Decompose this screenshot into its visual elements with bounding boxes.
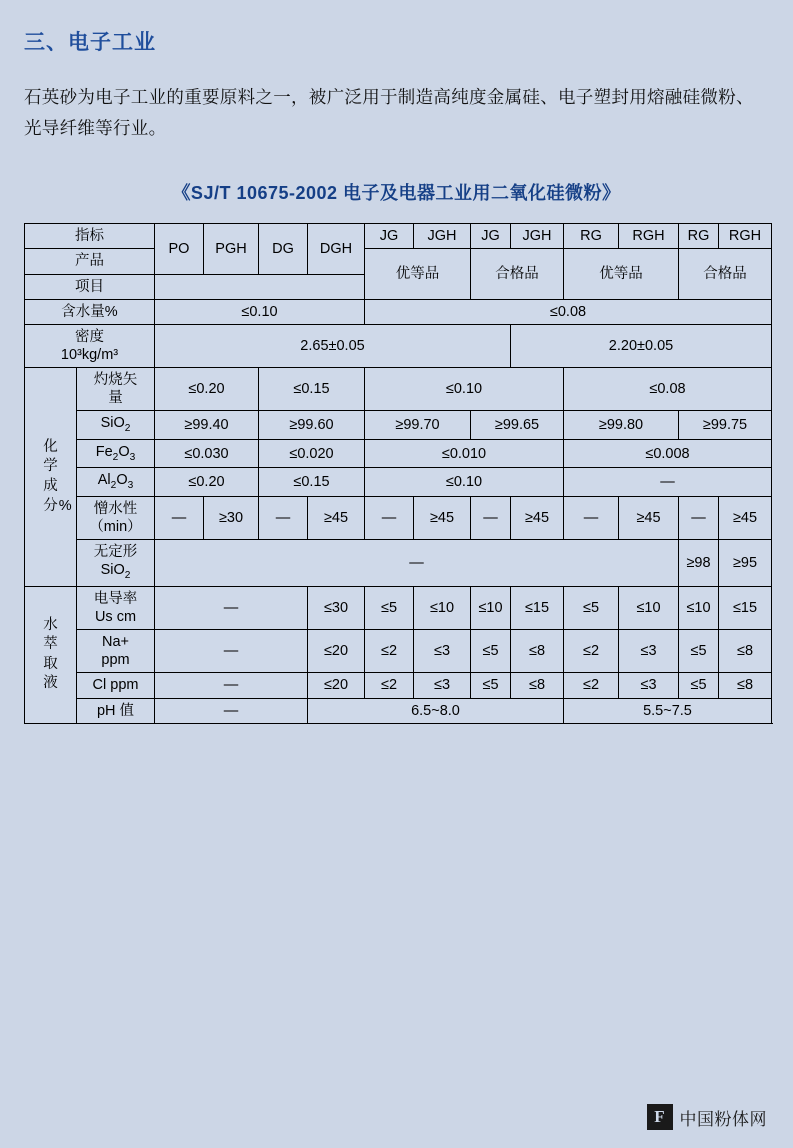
- na-value-3: ≤2: [365, 630, 414, 673]
- cond-value-10: ≤15: [719, 586, 772, 629]
- cond-value-9: ≤10: [679, 586, 719, 629]
- na-value-5: ≤5: [471, 630, 511, 673]
- hydro-value-5: —: [365, 496, 414, 539]
- row-label-cl: Cl ppm: [77, 673, 155, 698]
- header-label-indicator: 指标: [25, 224, 155, 249]
- page-title: 三、电子工业: [24, 31, 156, 54]
- sio2-value-4: ≥99.65: [471, 411, 564, 440]
- amorphous-value-2: ≥98: [679, 540, 719, 587]
- standard-title: 《SJ/T 10675-2002 电子及电器工业用二氧化硅微粉》: [172, 183, 621, 204]
- hydro-value-12: ≥45: [719, 496, 772, 539]
- amorphous-value-3: ≥95: [719, 540, 772, 587]
- cl-value-10: ≤8: [719, 673, 772, 698]
- header-grade-rg-2: RG: [679, 224, 719, 249]
- header-grade-jg-2: JG: [471, 224, 511, 249]
- na-value-8: ≤3: [619, 630, 679, 673]
- sio2-value-2: ≥99.60: [259, 411, 365, 440]
- table-row-hydrophobicity: [25, 496, 772, 539]
- ph-value-2: 6.5~8.0: [308, 698, 564, 723]
- cl-value-7: ≤2: [564, 673, 619, 698]
- sio2-value-5: ≥99.80: [564, 411, 679, 440]
- amorphous-value-1: —: [155, 540, 679, 587]
- cl-value-5: ≤5: [471, 673, 511, 698]
- cond-value-6: ≤15: [511, 586, 564, 629]
- sio2-value-1: ≥99.40: [155, 411, 259, 440]
- table-row-fe2o3: [25, 439, 772, 468]
- na-value-9: ≤5: [679, 630, 719, 673]
- table-row-density: [25, 324, 772, 367]
- row-label-na: Na+ ppm: [77, 630, 155, 673]
- cond-value-4: ≤10: [414, 586, 471, 629]
- na-value-7: ≤2: [564, 630, 619, 673]
- header-grade-jgh-2: JGH: [511, 224, 564, 249]
- row-label-moisture: 含水量%: [25, 299, 155, 324]
- sio2-value-3: ≥99.70: [365, 411, 471, 440]
- cond-value-5: ≤10: [471, 586, 511, 629]
- moisture-value-2: ≤0.08: [365, 299, 772, 324]
- header-grade-rgh-2: RGH: [719, 224, 772, 249]
- header-grade-po: PO: [155, 224, 204, 274]
- table-row-na: [25, 630, 772, 673]
- density-value-2: 2.20±0.05: [511, 324, 772, 367]
- cl-value-2: ≤20: [308, 673, 365, 698]
- ignition-value-3: ≤0.10: [365, 368, 564, 411]
- ignition-value-2: ≤0.15: [259, 368, 365, 411]
- header-grade-rgh-1: RGH: [619, 224, 679, 249]
- table-row-sio2: [25, 411, 772, 440]
- cond-value-1: —: [155, 586, 308, 629]
- document-page: [0, 26, 793, 1148]
- row-label-density-line2: 10³kg/m³: [60, 346, 119, 363]
- header-spacer: [155, 274, 365, 299]
- moisture-value-1: ≤0.10: [155, 299, 365, 324]
- header-grade-dg: DG: [259, 224, 308, 274]
- table-row-cl: [25, 673, 772, 698]
- header-quality-2: 合格品: [471, 249, 564, 299]
- header-grade-dgh: DGH: [308, 224, 365, 274]
- hydro-value-9: —: [564, 496, 619, 539]
- row-label-al2o3: $Al_2O_3$: [77, 468, 155, 497]
- header-quality-3: 优等品: [564, 249, 679, 299]
- na-value-10: ≤8: [719, 630, 772, 673]
- table-row-amorphous-sio2: [25, 540, 772, 587]
- header-quality-4: 合格品: [679, 249, 772, 299]
- cond-value-7: ≤5: [564, 586, 619, 629]
- cl-value-4: ≤3: [414, 673, 471, 698]
- cl-value-8: ≤3: [619, 673, 679, 698]
- hydro-value-6: ≥45: [414, 496, 471, 539]
- row-label-density: [25, 324, 155, 367]
- row-label-density-line1: 密度: [75, 328, 104, 345]
- ph-value-3: 5.5~7.5: [564, 698, 772, 723]
- ignition-value-4: ≤0.08: [564, 368, 772, 411]
- cond-value-2: ≤30: [308, 586, 365, 629]
- header-quality-1: 优等品: [365, 249, 471, 299]
- group-label-chemical: 化学成分%: [25, 368, 77, 587]
- fe2o3-value-4: ≤0.008: [564, 439, 772, 468]
- hydro-value-4: ≥45: [308, 496, 365, 539]
- na-value-2: ≤20: [308, 630, 365, 673]
- row-label-conductivity: 电导率 Us cm: [77, 586, 155, 629]
- cl-value-1: —: [155, 673, 308, 698]
- cond-value-3: ≤5: [365, 586, 414, 629]
- fe2o3-value-3: ≤0.010: [365, 439, 564, 468]
- header-grade-jg-1: JG: [365, 224, 414, 249]
- row-label-amorphous-sio2: 无定形 SiO$_2$: [77, 540, 155, 587]
- row-label-hydrophobicity: 憎水性 （min）: [77, 496, 155, 539]
- hydro-value-8: ≥45: [511, 496, 564, 539]
- cl-value-6: ≤8: [511, 673, 564, 698]
- cond-value-8: ≤10: [619, 586, 679, 629]
- site-watermark: [647, 1104, 768, 1130]
- row-label-ph: pH 值: [77, 698, 155, 723]
- table-row-header-2: [25, 249, 772, 274]
- ph-value-1: —: [155, 698, 308, 723]
- group-label-water-extract: 水萃取液: [25, 586, 77, 723]
- header-grade-jgh-1: JGH: [414, 224, 471, 249]
- cl-value-9: ≤5: [679, 673, 719, 698]
- row-label-ignition-loss: 灼烧矢 量: [77, 368, 155, 411]
- logo-icon: F: [647, 1104, 673, 1130]
- header-label-item: 项目: [25, 274, 155, 299]
- intro-paragraph: 石英砂为电子工业的重要原料之一，被广泛用于制造高纯度金属硅、电子塑封用熔融硅微粉、光导纤维等行业。: [24, 87, 754, 138]
- table-row-ph: [25, 698, 772, 723]
- table-row-ignition-loss: [25, 368, 772, 411]
- na-value-6: ≤8: [511, 630, 564, 673]
- logo-text: 中国粉体网: [679, 1109, 767, 1129]
- al2o3-value-2: ≤0.15: [259, 468, 365, 497]
- hydro-value-11: —: [679, 496, 719, 539]
- specification-table: [24, 223, 772, 723]
- hydro-value-3: —: [259, 496, 308, 539]
- cl-value-3: ≤2: [365, 673, 414, 698]
- header-label-product: 产品: [25, 249, 155, 274]
- hydro-value-2: ≥30: [204, 496, 259, 539]
- row-label-sio2: SiO$_2$: [77, 411, 155, 440]
- fe2o3-value-2: ≤0.020: [259, 439, 365, 468]
- hydro-value-7: —: [471, 496, 511, 539]
- table-row-al2o3: [25, 468, 772, 497]
- hydro-value-1: —: [155, 496, 204, 539]
- table-row-header-1: [25, 224, 772, 249]
- al2o3-value-4: —: [564, 468, 772, 497]
- density-value-1: 2.65±0.05: [155, 324, 511, 367]
- table-row-conductivity: [25, 586, 772, 629]
- header-grade-rg-1: RG: [564, 224, 619, 249]
- ignition-value-1: ≤0.20: [155, 368, 259, 411]
- sio2-value-6: ≥99.75: [679, 411, 772, 440]
- na-value-1: —: [155, 630, 308, 673]
- na-value-4: ≤3: [414, 630, 471, 673]
- hydro-value-10: ≥45: [619, 496, 679, 539]
- al2o3-value-1: ≤0.20: [155, 468, 259, 497]
- header-grade-pgh: PGH: [204, 224, 259, 274]
- table-row-moisture: [25, 299, 772, 324]
- fe2o3-value-1: ≤0.030: [155, 439, 259, 468]
- row-label-fe2o3: $Fe_2O_3$: [77, 439, 155, 468]
- al2o3-value-3: ≤0.10: [365, 468, 564, 497]
